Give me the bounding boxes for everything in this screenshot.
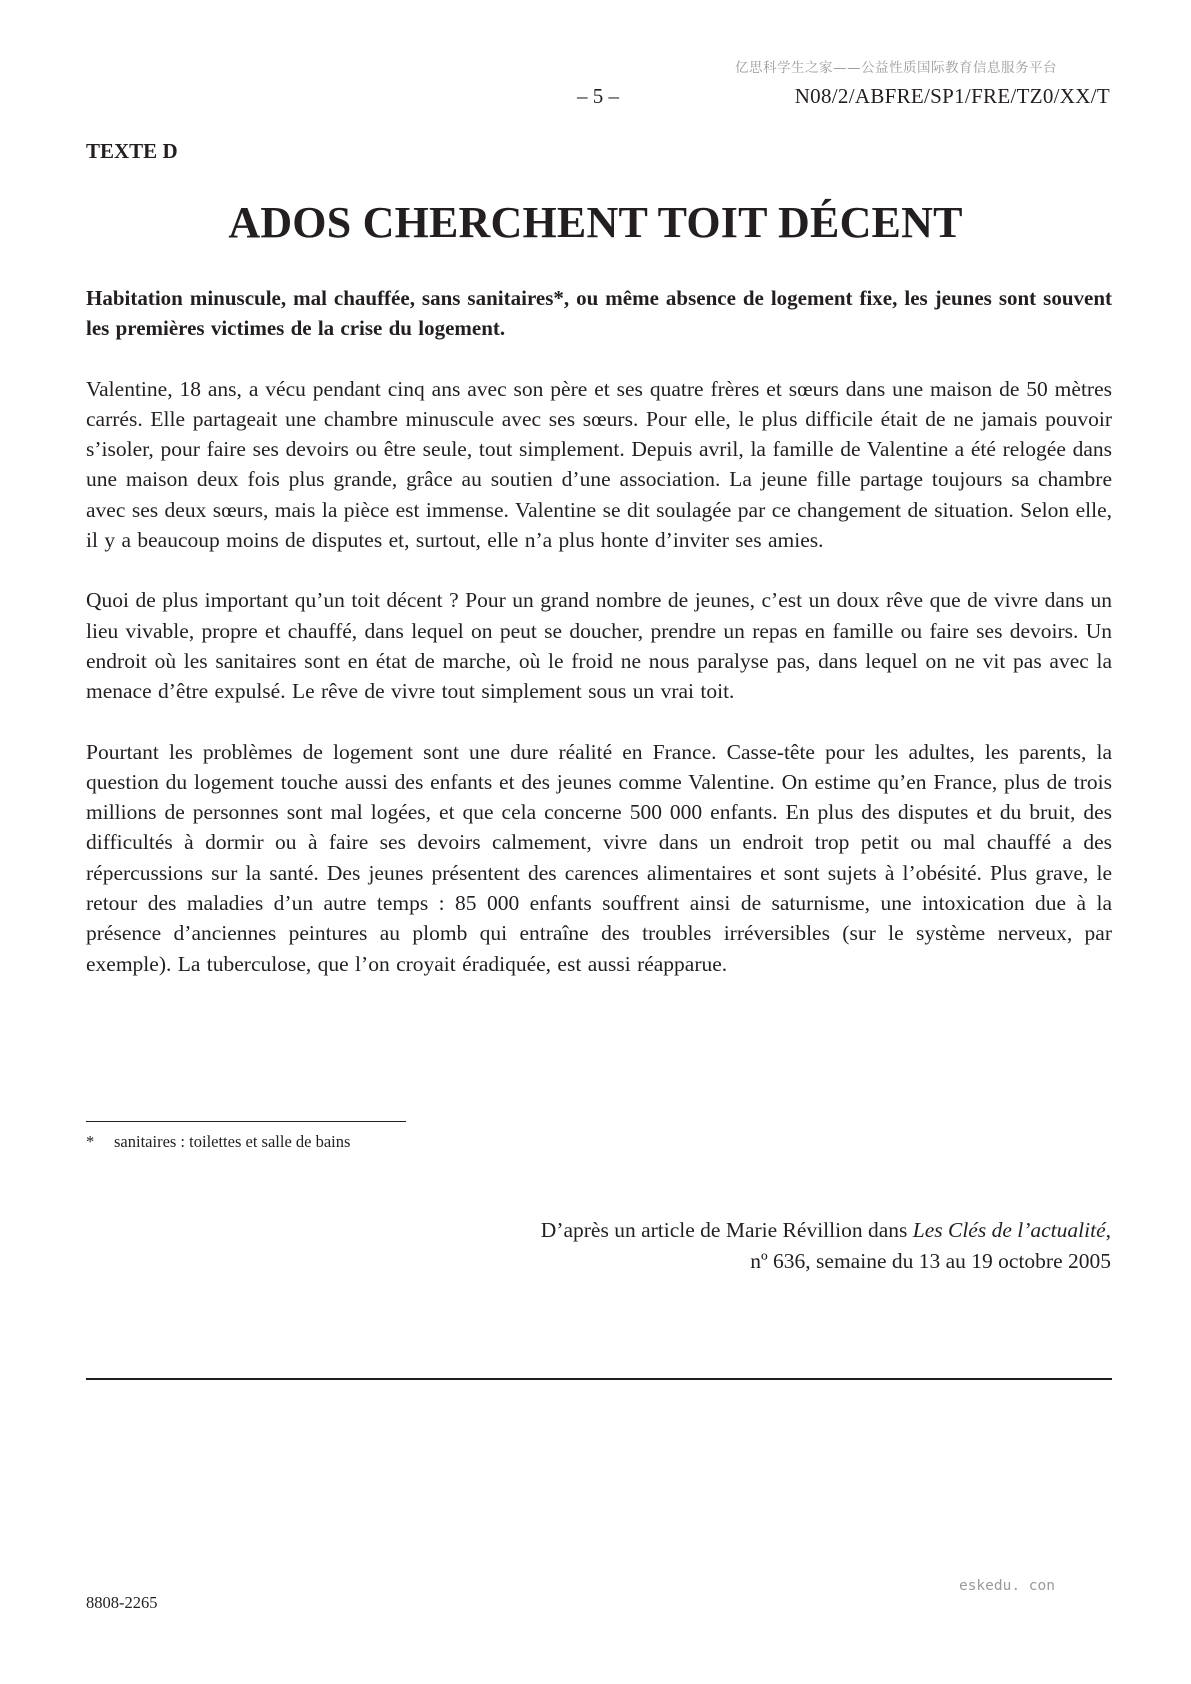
source-line-2: nº 636, semaine du 13 au 19 octobre 2005 [750,1248,1111,1273]
footnote-marker: * [86,1132,95,1151]
header-watermark: 亿思科学生之家——公益性质国际教育信息服务平台 [735,60,1057,76]
article-body [86,283,1112,1009]
source-prefix: D’après un article de Marie Révillion dans [540,1218,913,1242]
section-label: TEXTE D [86,139,178,163]
footnote [86,1132,350,1152]
article-paragraph: Valentine, 18 ans, a vécu pendant cinq ans avec son père et ses quatre frères et sœurs dans une maison de 50 mètres carrés. Elle partageait une chambre minuscule avec ses sœurs. Pour elle, le plus difficile était de ne jamais pouvoir s’isoler, pour faire ses devoirs ou être seule, tout simplement. Depuis avril, la famille de Valentine a été relogée dans une maison deux fois plus grande, grâce au soutien d’une association. La jeune fille partage toujours sa chambre avec ses deux sœurs, mais la pièce est immense. Valentine se dit soulagée par ce changement de situation. Selon elle, il y a beaucoup moins de disputes et, surtout, elle n’a plus honte d’inviter ses amies. [86,376,1112,553]
document-code: N08/2/ABFRE/SP1/FRE/TZ0/XX/T [794,84,1110,108]
footnote-divider [86,1121,406,1122]
footer-watermark: eskedu. con [958,1578,1055,1594]
article-paragraph: Quoi de plus important qu’un toit décent ? Pour un grand nombre de jeunes, c’est un doux rêve que de vivre dans un lieu vivable, propre et chauffé, dans lequel on peut se doucher, prendre un repas en famille ou faire ses devoirs. Un endroit où les sanitaires sont en état de marche, où le froid ne nous paralyse pas, dans lequel on ne vit pas avec la menace d’être expulsé. Le rêve de vivre tout simplement sous un vrai toit. [86,588,1112,704]
footnote-text: sanitaires : toilettes et salle de bains [114,1132,351,1151]
source-suffix: , [1105,1218,1111,1242]
source-publication: Les Clés de l’actualité [912,1218,1106,1242]
article-title: ADOS CHERCHENT TOIT DÉCENT [228,198,963,247]
page-number: – 5 – [577,84,619,108]
source-line-1 [541,1215,1111,1246]
bottom-divider [86,1378,1112,1380]
source-citation [541,1215,1111,1276]
article-lead: Habitation minuscule, mal chauffée, sans sanitaires*, ou même absence de logement fixe, les jeunes sont souvent les premières victimes de la crise du logement. [86,286,1112,341]
article-paragraph: Pourtant les problèmes de logement sont une dure réalité en France. Casse-tête pour les adultes, les parents, la question du logement touche aussi des enfants et des jeunes comme Valentine. On estime qu’en France, plus de trois millions de personnes sont mal logées, et que cela concerne 500 000 enfants. En plus des disputes et du bruit, des difficultés à dormir ou à faire ses devoirs calmement, vivre dans un endroit trop petit ou mal chauffé a des répercussions sur la santé. Des jeunes présentent des carences alimentaires et sont sujets à l’obésité. Plus grave, le retour des maladies d’un autre temps : 85 000 enfants souffrent ainsi de saturnisme, une intoxication due à la présence d’anciennes peintures au plomb qui entraîne des troubles irréversibles (sur le système nerveux, par exemple). La tuberculose, que l’on croyait éradiquée, est aussi réapparue. [86,739,1112,976]
document-id: 8808-2265 [86,1593,158,1612]
